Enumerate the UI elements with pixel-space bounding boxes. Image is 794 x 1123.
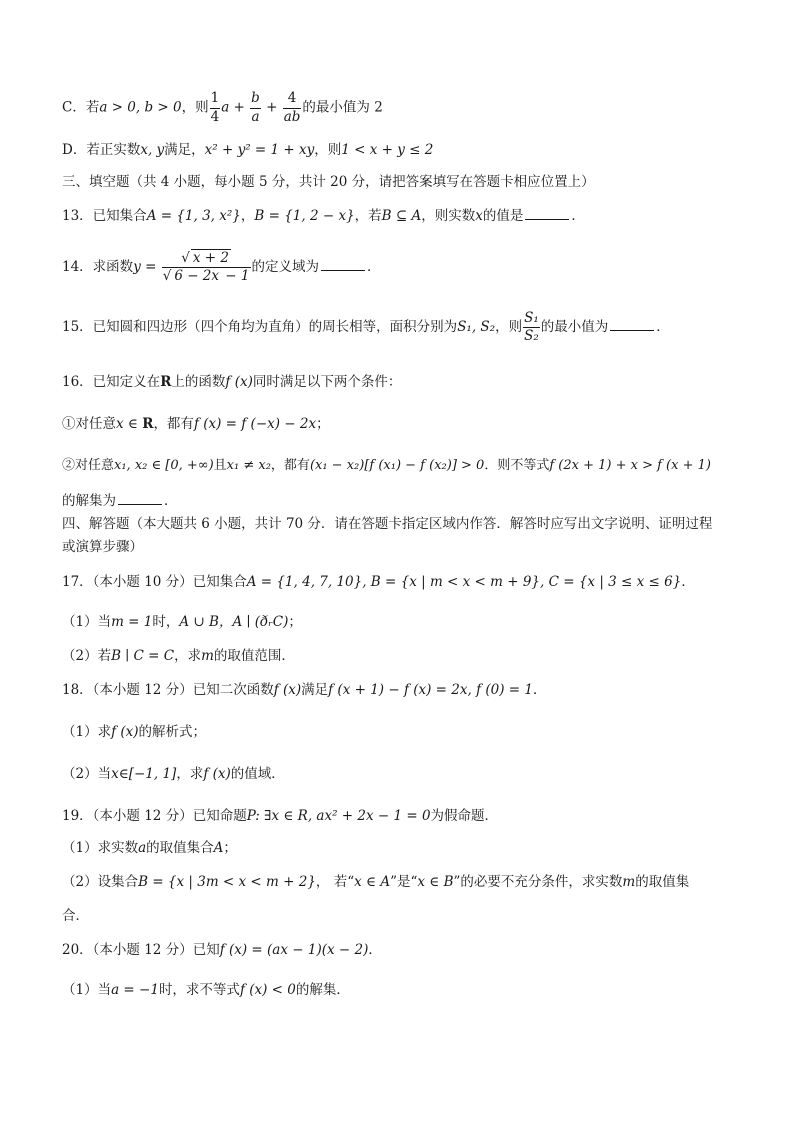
question-17-part-2: （2）若B ∣ C = C，求m的取值范围． <box>62 648 295 664</box>
answer-blank <box>525 205 569 220</box>
fraction-s1-over-s2: $\frac{\text{S₁}}{\text{S₂}}$ <box>524 309 539 344</box>
question-20-part-1: （1）当a = −1时，求不等式f (x) < 0的解集． <box>62 982 350 998</box>
question-19-part-2-cont: 合． <box>62 908 89 924</box>
section-3-heading: 三、填空题（共 4 小题，每小题 5 分，共计 20 分，请把答案填写在答题卡相应位置上） <box>62 174 595 190</box>
question-17: 17．（本小题 10 分）已知集合A = {1, 4, 7, 10}, B = {x | m < x < m + 9}, C = {x | 3 ≤ x ≤ 6}． <box>62 574 695 590</box>
question-14: 14．求函数y = $\frac{√ x + 2}{√ 6 - 2x - 1}$ 的定义域为 ． <box>62 249 381 284</box>
question-17-part-1: （1）当m = 1时，A ∪ B，A ∣ (ðᵣC)； <box>62 614 302 630</box>
question-16-condition-2: ②对任意x₁, x₂ ∈ [0, +∞)且x₁ ≠ x₂，都有(x₁ − x₂)[f (x₁) − f (x₂)] > 0．则不等式f (2x + 1) + x > f (x + 1) <box>62 458 711 473</box>
fraction-b-over-a: $\frac{b}{a}$ <box>251 90 260 125</box>
answer-blank <box>321 256 365 271</box>
question-20: 20．（本小题 12 分）已知f (x) = (ax − 1)(x − 2)． <box>62 942 382 958</box>
question-13: 13．已知集合A = {1, 3, x²}，B = {1, 2 − x}，若B ⊆ A，则实数x的值是 ． <box>62 205 736 226</box>
question-18: 18．（本小题 12 分）已知二次函数f (x)满足f (x + 1) − f (x) = 2x, f (0) = 1． <box>62 682 547 698</box>
question-16: 16．已知定义在R上的函数f (x)同时满足以下两个条件： <box>62 374 402 390</box>
question-18-part-2: （2）当x∈[−1, 1]，求f (x)的值域． <box>62 766 285 782</box>
question-18-part-1: （1）求f (x)的解析式； <box>62 724 207 740</box>
q12-option-d: D．若正实数x, y满足，x² + y² = 1 + xy，则1 < x + y ≤ 2 <box>62 142 434 158</box>
question-19-part-2: （2）设集合B = {x | 3m < x < m + 2}， 若“x ∈ A”是“x ∈ B”的必要不充分条件，求实数m的取值集 <box>62 874 690 890</box>
section-4-heading-cont: 或演算步骤） <box>62 539 143 555</box>
fraction-quarter: $\frac{1}{4}$ <box>210 90 220 125</box>
fraction-4-over-ab: $\frac{4}{ab}$ <box>283 90 301 125</box>
domain-fraction: $\frac{√ x + 2}{√ 6 - 2x - 1}$ <box>162 249 250 284</box>
question-16-solution-set: 的解集为 ． <box>62 490 736 511</box>
question-15: 15．已知圆和四边形（四个角均为直角）的周长相等，面积分别为S₁, S₂，则 $\frac{\text{S₁}}{\text{S₂}}$ 的最小值为 ． <box>62 309 670 344</box>
answer-blank <box>610 316 654 331</box>
question-19-part-1: （1）求实数a的取值集合A； <box>62 840 237 856</box>
question-16-condition-1: ①对任意x ∈ R，都有f (x) = f (−x) − 2x； <box>62 416 330 432</box>
question-19: 19．（本小题 12 分）已知命题P: ∃x ∈ R, ax² + 2x − 1 = 0为假命题． <box>62 808 499 824</box>
section-4-heading: 四、解答题（本大题共 6 小题，共计 70 分．请在答题卡指定区域内作答．解答时应写出文字说明、证明过程 <box>62 516 713 532</box>
answer-blank <box>118 490 162 505</box>
q12-option-c: C．若a > 0, b > 0，则 $\frac{1}{4}$ a + $\frac{b}{a}$ + $\frac{4}{ab}$ 的最小值为 2 <box>62 90 383 125</box>
